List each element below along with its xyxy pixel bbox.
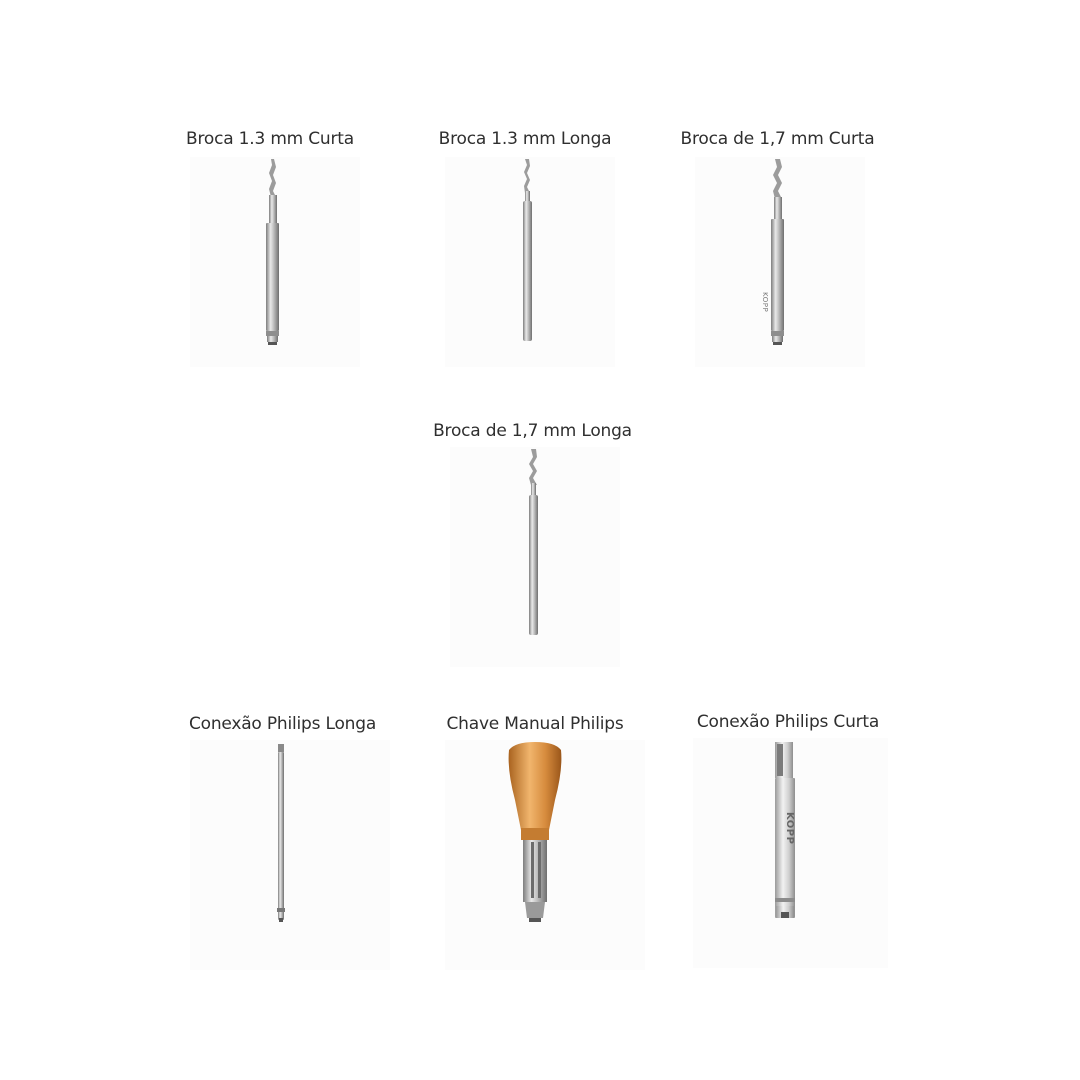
long-drill-icon <box>445 157 615 367</box>
product-card-1 <box>170 125 370 375</box>
product-image <box>695 157 865 367</box>
product-label: Broca de 1,7 mm Curta <box>680 129 875 149</box>
product-image <box>693 738 888 968</box>
short-connector-icon <box>693 738 888 968</box>
product-label: Chave Manual Philips <box>446 714 624 734</box>
product-card-7 <box>688 708 888 973</box>
product-image <box>450 447 620 667</box>
long-connector-icon <box>190 740 390 970</box>
engraving-text: KOPP <box>784 812 795 845</box>
product-image <box>445 157 615 367</box>
product-card-3 <box>675 125 880 375</box>
product-card-6 <box>435 710 635 975</box>
product-card-4 <box>430 417 635 677</box>
short-drill-icon <box>190 157 360 367</box>
engraving-text: KOPP <box>761 292 769 313</box>
product-label: Broca 1.3 mm Longa <box>438 129 612 149</box>
product-image <box>190 157 360 367</box>
product-label: Conexão Philips Longa <box>188 714 377 734</box>
product-label: Broca 1.3 mm Curta <box>186 129 354 149</box>
short-drill-icon <box>695 157 865 367</box>
manual-driver-icon <box>445 740 645 970</box>
product-image <box>445 740 645 970</box>
product-label: Conexão Philips Curta <box>696 712 880 732</box>
long-drill-icon <box>450 447 620 667</box>
product-image <box>190 740 390 970</box>
product-label: Broca de 1,7 mm Longa <box>433 421 632 441</box>
product-card-2 <box>425 125 625 375</box>
product-card-5 <box>180 710 385 975</box>
